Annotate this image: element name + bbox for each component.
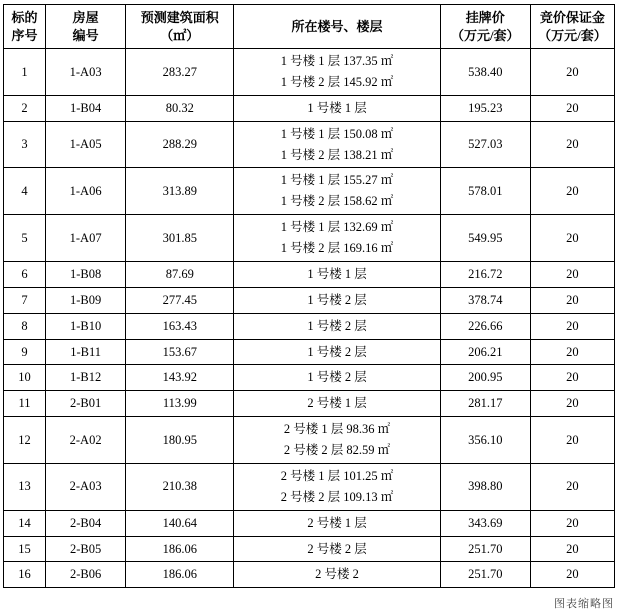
- cell-location: 1 号楼 2 层: [234, 313, 440, 339]
- cell-location: 2 号楼 1 层 98.36 ㎡ 2 号楼 2 层 82.59 ㎡: [234, 417, 440, 464]
- table-row: [4, 391, 615, 417]
- cell-listing-price: 281.17: [440, 391, 530, 417]
- bid-listing-table: [3, 4, 615, 588]
- cell-location: 1 号楼 2 层: [234, 287, 440, 313]
- cell-listing-price: 538.40: [440, 49, 530, 96]
- cell-area: 153.67: [126, 339, 234, 365]
- cell-listing-price: 251.70: [440, 562, 530, 588]
- cell-house-code: 1-A07: [46, 215, 126, 262]
- table-row: [4, 95, 615, 121]
- table-row: [4, 313, 615, 339]
- cell-deposit: 20: [530, 510, 614, 536]
- cell-listing-price: 549.95: [440, 215, 530, 262]
- cell-index: 10: [4, 365, 46, 391]
- table-row: [4, 365, 615, 391]
- column-header-house-code: 房屋 编号: [46, 5, 126, 49]
- table-row: [4, 562, 615, 588]
- cell-deposit: 20: [530, 417, 614, 464]
- cell-index: 5: [4, 215, 46, 262]
- cell-location: 2 号楼 1 层: [234, 391, 440, 417]
- cell-house-code: 2-B04: [46, 510, 126, 536]
- table-row: [4, 287, 615, 313]
- cell-house-code: 1-B04: [46, 95, 126, 121]
- table-header-row: [4, 5, 615, 49]
- cell-deposit: 20: [530, 463, 614, 510]
- cell-location: 2 号楼 2: [234, 562, 440, 588]
- cell-index: 16: [4, 562, 46, 588]
- table-body: [4, 49, 615, 588]
- cell-listing-price: 527.03: [440, 121, 530, 168]
- cell-deposit: 20: [530, 49, 614, 96]
- column-header-listing-price: 挂牌价 （万元/套）: [440, 5, 530, 49]
- cell-index: 8: [4, 313, 46, 339]
- cell-area: 87.69: [126, 261, 234, 287]
- cell-listing-price: 343.69: [440, 510, 530, 536]
- cell-index: 1: [4, 49, 46, 96]
- cell-index: 13: [4, 463, 46, 510]
- cell-area: 277.45: [126, 287, 234, 313]
- cell-house-code: 1-A05: [46, 121, 126, 168]
- table-row: [4, 510, 615, 536]
- cell-deposit: 20: [530, 215, 614, 262]
- cell-index: 14: [4, 510, 46, 536]
- cell-location: 1 号楼 1 层: [234, 261, 440, 287]
- table-row: [4, 215, 615, 262]
- cell-deposit: 20: [530, 365, 614, 391]
- cell-area: 186.06: [126, 536, 234, 562]
- cell-index: 11: [4, 391, 46, 417]
- table-row: [4, 121, 615, 168]
- table-header: [4, 5, 615, 49]
- cell-area: 113.99: [126, 391, 234, 417]
- cell-area: 313.89: [126, 168, 234, 215]
- cell-location: 2 号楼 1 层 101.25 ㎡ 2 号楼 2 层 109.13 ㎡: [234, 463, 440, 510]
- cell-house-code: 2-A03: [46, 463, 126, 510]
- cell-area: 283.27: [126, 49, 234, 96]
- cell-index: 4: [4, 168, 46, 215]
- cell-area: 163.43: [126, 313, 234, 339]
- cell-house-code: 1-B08: [46, 261, 126, 287]
- cell-index: 7: [4, 287, 46, 313]
- cell-area: 140.64: [126, 510, 234, 536]
- cell-deposit: 20: [530, 121, 614, 168]
- cell-deposit: 20: [530, 536, 614, 562]
- cell-house-code: 1-B09: [46, 287, 126, 313]
- cell-listing-price: 216.72: [440, 261, 530, 287]
- cell-house-code: 1-B11: [46, 339, 126, 365]
- cell-house-code: 1-A03: [46, 49, 126, 96]
- cell-index: 6: [4, 261, 46, 287]
- cell-index: 12: [4, 417, 46, 464]
- cell-area: 210.38: [126, 463, 234, 510]
- cell-listing-price: 578.01: [440, 168, 530, 215]
- cell-area: 80.32: [126, 95, 234, 121]
- cell-listing-price: 226.66: [440, 313, 530, 339]
- column-header-index: 标的 序号: [4, 5, 46, 49]
- column-header-deposit: 竞价保证金 （万元/套）: [530, 5, 614, 49]
- cell-location: 1 号楼 1 层: [234, 95, 440, 121]
- column-header-location: 所在楼号、楼层: [234, 5, 440, 49]
- table-row: [4, 168, 615, 215]
- cell-location: 1 号楼 2 层: [234, 365, 440, 391]
- corner-watermark: 图表缩略图: [554, 598, 614, 610]
- cell-listing-price: 200.95: [440, 365, 530, 391]
- cell-listing-price: 195.23: [440, 95, 530, 121]
- cell-deposit: 20: [530, 313, 614, 339]
- cell-listing-price: 206.21: [440, 339, 530, 365]
- table-row: [4, 261, 615, 287]
- cell-area: 186.06: [126, 562, 234, 588]
- cell-index: 2: [4, 95, 46, 121]
- cell-index: 15: [4, 536, 46, 562]
- cell-house-code: 2-B05: [46, 536, 126, 562]
- cell-deposit: 20: [530, 287, 614, 313]
- cell-location: 1 号楼 1 层 150.08 ㎡ 1 号楼 2 层 138.21 ㎡: [234, 121, 440, 168]
- cell-index: 9: [4, 339, 46, 365]
- cell-location: 2 号楼 1 层: [234, 510, 440, 536]
- cell-location: 1 号楼 2 层: [234, 339, 440, 365]
- cell-listing-price: 251.70: [440, 536, 530, 562]
- cell-area: 301.85: [126, 215, 234, 262]
- cell-deposit: 20: [530, 95, 614, 121]
- cell-deposit: 20: [530, 562, 614, 588]
- cell-area: 288.29: [126, 121, 234, 168]
- table-row: [4, 417, 615, 464]
- cell-house-code: 1-A06: [46, 168, 126, 215]
- cell-deposit: 20: [530, 168, 614, 215]
- cell-area: 180.95: [126, 417, 234, 464]
- cell-location: 1 号楼 1 层 132.69 ㎡ 1 号楼 2 层 169.16 ㎡: [234, 215, 440, 262]
- table-row: [4, 339, 615, 365]
- cell-location: 2 号楼 2 层: [234, 536, 440, 562]
- table-row: [4, 49, 615, 96]
- cell-house-code: 2-B01: [46, 391, 126, 417]
- cell-house-code: 2-A02: [46, 417, 126, 464]
- cell-area: 143.92: [126, 365, 234, 391]
- cell-deposit: 20: [530, 261, 614, 287]
- cell-listing-price: 398.80: [440, 463, 530, 510]
- cell-listing-price: 378.74: [440, 287, 530, 313]
- cell-house-code: 2-B06: [46, 562, 126, 588]
- cell-listing-price: 356.10: [440, 417, 530, 464]
- column-header-area: 预测建筑面积 （㎡）: [126, 5, 234, 49]
- cell-location: 1 号楼 1 层 137.35 ㎡ 1 号楼 2 层 145.92 ㎡: [234, 49, 440, 96]
- cell-index: 3: [4, 121, 46, 168]
- cell-house-code: 1-B10: [46, 313, 126, 339]
- table-row: [4, 536, 615, 562]
- table-row: [4, 463, 615, 510]
- cell-house-code: 1-B12: [46, 365, 126, 391]
- cell-deposit: 20: [530, 339, 614, 365]
- cell-location: 1 号楼 1 层 155.27 ㎡ 1 号楼 2 层 158.62 ㎡: [234, 168, 440, 215]
- cell-deposit: 20: [530, 391, 614, 417]
